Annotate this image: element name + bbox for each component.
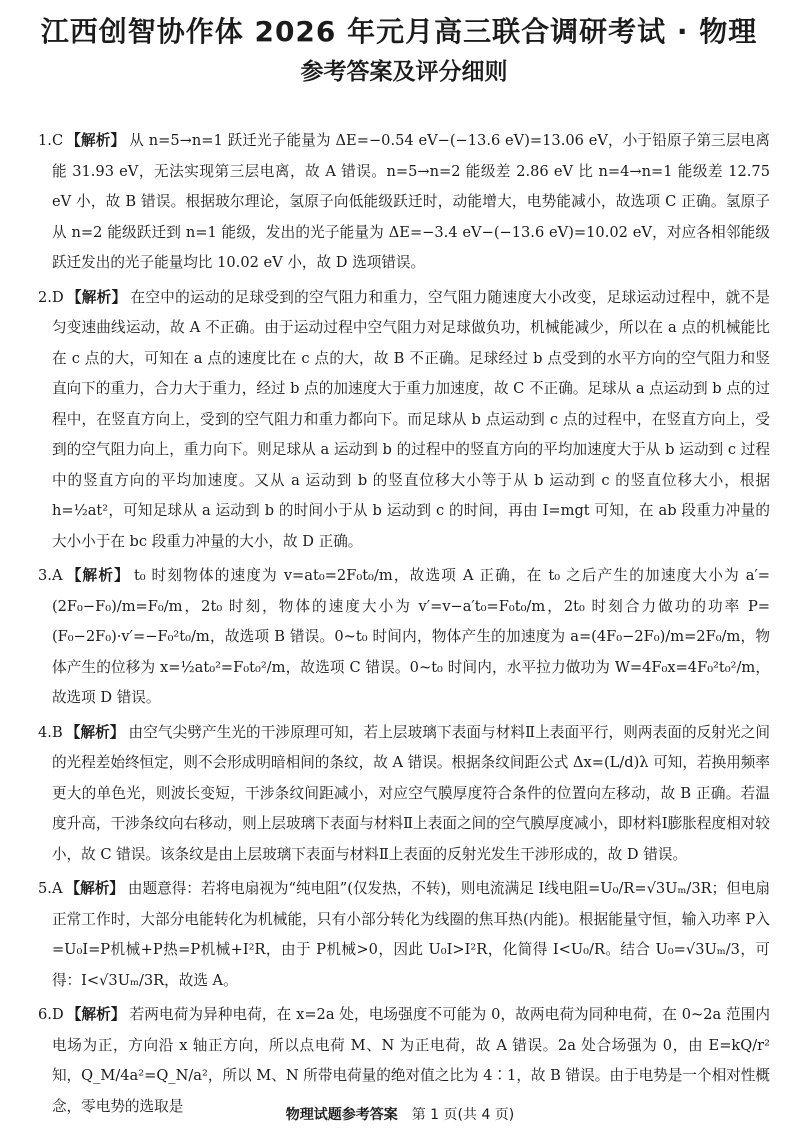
solution-text-block [52,718,770,871]
solutions-list [38,126,770,1122]
analysis-tag: 【解析】 [66,132,126,149]
page-footer [0,1104,800,1124]
question-number: 3. [38,567,52,584]
analysis-tag: 【解析】 [66,1006,126,1023]
question-number: 1. [38,132,52,149]
question-number: 5. [38,880,52,897]
answer-letter: A [51,880,63,897]
explanation-text: 在空中的运动的足球受到的空气阻力和重力，空气阻力随速度大小改变，足球运动过程中，就不是匀变速曲线运动，故 A 不正确。由于运动过程中空气阻力对足球做负功，机械能减少，所以在 a 点的机械能比在 c 点的大，可知在 a 点的速度比在 c 点的大，故 B 不正确。足球经过 b 点受到的水平方向的空气阻力和竖直向下的重力，合力大于重力，经过 b 点的加速度大于重力加速度，故 C 不正确。足球从 a 点运动到 b 点的过程中，在竖直方向上，受到的空气阻力和重力都向下。而足球从 b 点运动到 c 点的过程中，在竖直方向上，受到的空气阻力向上，重力向下。则足球从 a 运动到 b 的过程中的竖直方向的平均加速度大于从 b 运动到 c 过程中的竖直方向的平均加速度。又从 a 运动到 b 的竖直位移大小等于从 b 运动到 c 的竖直位移大小，根据 h=½at²，可知足球从 a 运动到 b 的时间小于从 b 运动到 c 的时间，再由 I=mgt 可知，在 ab 段重力冲量的大小小于在 bc 段重力冲量的大小，故 D 正确。 [51,288,770,550]
solution-text-block [52,561,770,714]
analysis-tag: 【解析】 [65,723,125,741]
answer-letter: D [51,1006,64,1023]
page-number: 第 1 页(共 4 页) [411,1107,515,1123]
analysis-tag: 【解析】 [65,567,130,584]
explanation-text: 由空气尖劈产生光的干涉原理可知，若上层玻璃下表面与材料Ⅱ上表面平行，则两表面的反射光之间的光程差始终恒定，则不会形成明暗相间的条纹，故 A 错误。根据条纹间距公式 Δx=(L/d)λ 可知，若换用频率更大的单色光，则波长变短，干涉条纹间距减小，对应空气膜厚度符合条件的位置向左移动，故 B 正确。若温度升高，干涉条纹向右移动，则上层玻璃下表面与材料Ⅱ上表面之间的空气膜厚度减小，即材料Ⅰ膨胀程度相对较小，故 C 错误。该条纹是由上层玻璃下表面与材料Ⅱ上表面的反射光发生干涉形成的，故 D 错误。 [51,723,770,863]
explanation-text: 由题意得：若将电扇视为“纯电阻”(仅发热，不转)，则电流满足 I线电阻=U₀/R=√3Uₘ/3R；但电扇正常工作时，大部分电能转化为机械能，只有小部分转化为线圈的焦耳热(内能)。根据能量守恒，输入功率 P入=U₀I=P机械+P热=P机械+I²R，由于 P机械>0，因此 U₀I>I²R，化简得 I<U₀/R。结合 U₀=√3Uₘ/3，可得：I<√3Uₘ/3R，故选 A。 [51,880,770,989]
solution-text-block [52,283,770,558]
answer-letter: B [51,723,63,741]
answer-letter: D [51,288,64,306]
explanation-text: t₀ 时刻物体的速度为 v=at₀=2F₀t₀/m，故选项 A 正确，在 t₀ 之后产生的加速度大小为 a′=(2F₀−F₀)/m=F₀/m，2t₀ 时刻，物体的速度大小为 v′=v−a′t₀=F₀t₀/m，2t₀ 时刻合力做功的功率 P=(F₀−2F₀)·v′=−F₀²t₀/m，故选项 B 错误。0~t₀ 时间内，物体产生的加速度为 a=(4F₀−2F₀)/m=2F₀/m，物体产生的位移为 x=½at₀²=F₀t₀²/m，故选项 C 错误。0~t₀ 时间内，水平拉力做功为 W=4F₀x=4F₀²t₀²/m，故选项 D 错误。 [51,567,770,706]
analysis-tag: 【解析】 [66,288,127,306]
document-title: 江西创智协作体 2026 年元月高三联合调研考试 · 物理 [40,15,758,48]
answer-letter: C [51,132,64,149]
solution-item [38,718,770,871]
explanation-text: 若两电荷为异种电荷，在 x=2a 处，电场强度不可能为 0，故两电荷为同种电荷，在 0~2a 范围内电场为正，方向沿 x 轴正方向，所以点电荷 M、N 为正电荷，故 A 错误。2a 处合场强为 0，由 E=kQ/r² 知，Q_M/4a²=Q_N/a²，所以 M、N 所带电荷量的绝对值之比为 4∶1，故 B 错误。由于电势是一个相对性概念，零电势的选取是 [51,1006,770,1115]
question-number: 6. [38,1006,52,1023]
solution-item [38,126,770,279]
solution-text-block [52,874,770,996]
question-number: 2. [38,288,52,306]
solution-item [38,874,770,996]
question-number: 4. [38,723,52,741]
footer-label: 物理试题参考答案 [285,1107,398,1123]
explanation-text: 从 n=5→n=1 跃迁光子能量为 ΔE=−0.54 eV−(−13.6 eV)=13.06 eV，小于铅原子第三层电离能 31.93 eV，无法实现第三层电离，故 A 错误。n=5→n=2 能级差 2.86 eV 比 n=4→n=1 能级差 12.75 eV 小，故 B 错误。根据玻尔理论，氢原子向低能级跃迁时，动能增大，电势能减小，故选项 C 正确。氢原子从 n=2 能级跃迁到 n=1 能级，发出的光子能量为 ΔE=−3.4 eV−(−13.6 eV)=10.02 eV，对应各相邻能级跃迁发出的光子能量均比 10.02 eV 小，故 D 选项错误。 [51,132,770,271]
solution-item [38,283,770,558]
solution-item [38,561,770,714]
document-subtitle: 参考答案及评分细则 [300,59,508,85]
solution-text-block [52,126,770,279]
answer-letter: A [51,567,63,584]
analysis-tag: 【解析】 [65,880,124,897]
